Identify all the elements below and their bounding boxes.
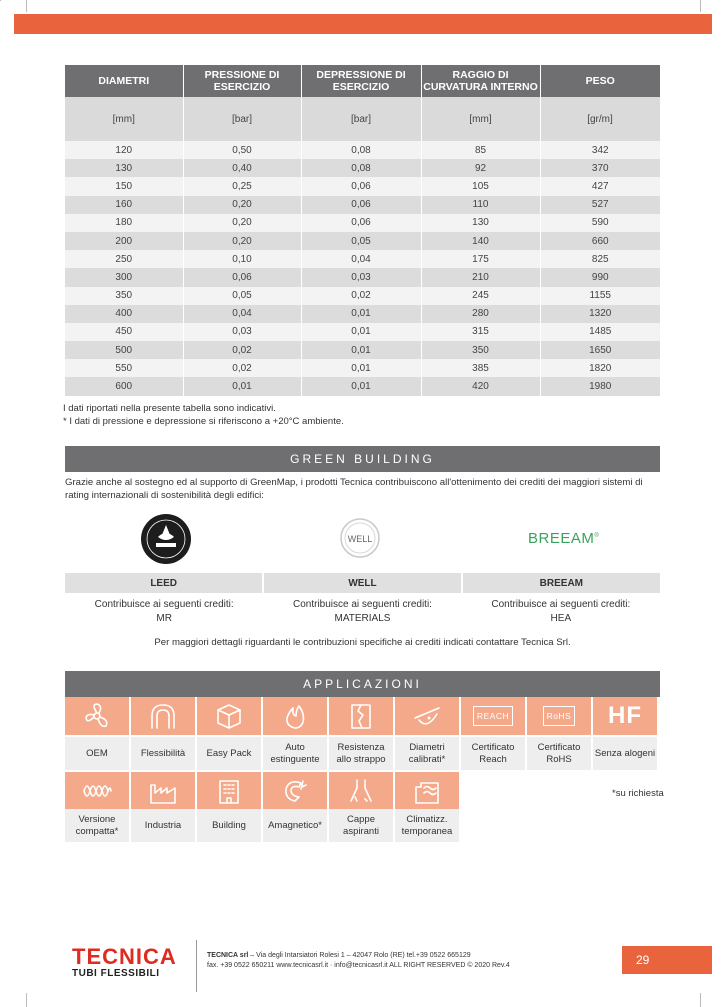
- table-cell: 0,02: [183, 341, 301, 359]
- table-cell: 350: [65, 287, 183, 305]
- footer-divider: [196, 940, 197, 992]
- table-cell: 0,01: [301, 377, 421, 395]
- unit-cell: [gr/m]: [540, 97, 660, 141]
- green-building-intro: Grazie anche al sostegno ed al supporto di GreenMap, i prodotti Tecnica contribuiscono all'ottenimento dei crediti dei maggiori sistemi di rating internazionali di sostenibilità degli edifici:: [65, 477, 643, 501]
- table-cell: 427: [540, 177, 660, 195]
- page-number: 29: [622, 946, 712, 974]
- table-cell: 550: [65, 359, 183, 377]
- magnet-icon: [263, 772, 327, 810]
- leed-logo: [140, 513, 192, 565]
- table-cell: 0,02: [301, 287, 421, 305]
- unit-cell: [bar]: [301, 97, 421, 141]
- table-cell: 590: [540, 214, 660, 232]
- cert-line: Contribuisce ai seguenti crediti:: [491, 599, 631, 610]
- table-cell: 120: [65, 141, 183, 159]
- application-label: OEM: [65, 737, 129, 770]
- table-cell: 600: [65, 377, 183, 395]
- application-label: Certificato Reach: [461, 737, 525, 770]
- table-cell: 0,04: [183, 305, 301, 323]
- table-row: [65, 177, 660, 195]
- table-row: [65, 323, 660, 341]
- breeam-logo: BREEAM®: [528, 530, 600, 547]
- table-cell: 0,10: [183, 250, 301, 268]
- table-cell: 0,01: [301, 341, 421, 359]
- table-note: I dati riportati nella presente tabella sono indicativi.: [63, 403, 276, 414]
- table-cell: 350: [421, 341, 540, 359]
- table-cell: 0,06: [301, 177, 421, 195]
- climate-icon: [395, 772, 459, 810]
- units-row: [65, 97, 660, 141]
- table-body: [65, 141, 660, 396]
- table-cell: 0,08: [301, 141, 421, 159]
- table-cell: 400: [65, 305, 183, 323]
- hf-icon: HF: [593, 697, 657, 735]
- table-cell: 1980: [540, 377, 660, 395]
- crop-mark: [26, 0, 27, 12]
- table-cell: 1820: [540, 359, 660, 377]
- cert-well-header: WELL: [263, 573, 461, 593]
- table-cell: 0,08: [301, 159, 421, 177]
- table-cell: 0,01: [301, 305, 421, 323]
- table-cell: 175: [421, 250, 540, 268]
- table-header-row: [65, 65, 660, 97]
- table-cell: 0,25: [183, 177, 301, 195]
- application-label: Amagnetico*: [263, 809, 327, 842]
- table-cell: 0,40: [183, 159, 301, 177]
- table-cell: 0,06: [301, 214, 421, 232]
- cert-table: [65, 573, 660, 626]
- application-label: Easy Pack: [197, 737, 261, 770]
- cert-line: Contribuisce ai seguenti crediti:: [293, 599, 432, 610]
- table-cell: 180: [65, 214, 183, 232]
- table-cell: 0,06: [183, 268, 301, 286]
- table-cell: 342: [540, 141, 660, 159]
- table-cell: 660: [540, 232, 660, 250]
- table-cell: 0,50: [183, 141, 301, 159]
- table-cell: 0,01: [301, 323, 421, 341]
- table-cell: 160: [65, 196, 183, 214]
- table-row: [65, 196, 660, 214]
- header-pressione: PRESSIONE DI ESERCIZIO: [183, 65, 301, 97]
- caliper-icon: [395, 697, 459, 735]
- application-label: Cappe aspiranti: [329, 809, 393, 842]
- green-building-band: GREEN BUILDING: [65, 446, 660, 472]
- coil-icon: [65, 772, 129, 810]
- flame-icon: [263, 697, 327, 735]
- table-row: [65, 341, 660, 359]
- application-label: Climatizz. temporanea: [395, 809, 459, 842]
- application-label: Certificato RoHS: [527, 737, 591, 770]
- table-cell: 1650: [540, 341, 660, 359]
- table-cell: 500: [65, 341, 183, 359]
- application-label: Industria: [131, 809, 195, 842]
- footer-address: TECNICA srl – Via degli Intarsiatori Rolesi 1 – 42047 Rolo (RE) tel.+39 0522 665129 fax. +39 0522 650211 www.tecnicasrl.it · info@tecnicasrl.it ALL RIGHT RESERVED © 2020 Rev.4: [207, 952, 510, 969]
- table-cell: 0,20: [183, 196, 301, 214]
- tear-icon: [329, 697, 393, 735]
- table-cell: 527: [540, 196, 660, 214]
- cert-credit: HEA: [550, 612, 572, 624]
- application-label: Resistenza allo strappo: [329, 737, 393, 770]
- factory-icon: [131, 772, 195, 810]
- table-row: [65, 159, 660, 177]
- table-cell: 110: [421, 196, 540, 214]
- table-cell: 130: [421, 214, 540, 232]
- hood-icon: [329, 772, 393, 810]
- table-cell: 200: [65, 232, 183, 250]
- table-cell: 990: [540, 268, 660, 286]
- table-cell: 150: [65, 177, 183, 195]
- table-cell: 0,04: [301, 250, 421, 268]
- header-raggio: RAGGIO DI CURVATURA INTERNO: [421, 65, 540, 97]
- unit-cell: [bar]: [183, 97, 301, 141]
- application-label: Flessibilità: [131, 737, 195, 770]
- header-depressione: DEPRESSIONE DI ESERCIZIO: [301, 65, 421, 97]
- cert-leed-header: LEED: [65, 573, 263, 593]
- table-row: [65, 214, 660, 232]
- unit-cell: [mm]: [421, 97, 540, 141]
- table-cell: 370: [540, 159, 660, 177]
- table-cell: 210: [421, 268, 540, 286]
- building-icon: [197, 772, 261, 810]
- application-label: Versione compatta*: [65, 809, 129, 842]
- table-cell: 1155: [540, 287, 660, 305]
- reach-icon: REACH: [461, 697, 525, 735]
- well-logo: [340, 515, 380, 561]
- cert-credit: MATERIALS: [334, 612, 391, 624]
- table-row: [65, 287, 660, 305]
- table-cell: 250: [65, 250, 183, 268]
- table-cell: 105: [421, 177, 540, 195]
- table-cell: 0,03: [301, 268, 421, 286]
- table-cell: 1485: [540, 323, 660, 341]
- application-label: Diametri calibrati*: [395, 737, 459, 770]
- table-row: [65, 268, 660, 286]
- application-label: Senza alogeni: [593, 737, 657, 770]
- crop-mark: [26, 993, 27, 1007]
- arch-icon: [131, 697, 195, 735]
- box-icon: [197, 697, 261, 735]
- fan-icon: [65, 697, 129, 735]
- rohs-icon: RoHS: [527, 697, 591, 735]
- table-cell: 450: [65, 323, 183, 341]
- table-row: [65, 232, 660, 250]
- table-cell: 0,06: [301, 196, 421, 214]
- application-label: Auto estinguente: [263, 737, 327, 770]
- crop-mark: [700, 993, 701, 1007]
- cert-credit: MR: [156, 612, 172, 624]
- table-cell: 420: [421, 377, 540, 395]
- crop-mark: [0, 0, 1, 1]
- table-cell: 280: [421, 305, 540, 323]
- top-accent-bar: [14, 14, 712, 34]
- table-cell: 140: [421, 232, 540, 250]
- table-cell: 315: [421, 323, 540, 341]
- table-cell: 0,05: [301, 232, 421, 250]
- header-diametri: DIAMETRI: [65, 65, 183, 97]
- table-cell: 0,20: [183, 232, 301, 250]
- table-note-asterisk: * I dati di pressione e depressione si riferiscono a +20°C ambiente.: [63, 416, 344, 427]
- cert-breeam-header: BREEAM: [462, 573, 660, 593]
- table-cell: 1320: [540, 305, 660, 323]
- table-cell: 245: [421, 287, 540, 305]
- table-cell: 0,02: [183, 359, 301, 377]
- table-row: [65, 141, 660, 159]
- table-cell: 825: [540, 250, 660, 268]
- table-cell: 385: [421, 359, 540, 377]
- unit-cell: [mm]: [65, 97, 183, 141]
- specs-table: [65, 65, 661, 396]
- table-cell: 92: [421, 159, 540, 177]
- application-label: Building: [197, 809, 261, 842]
- tecnica-logo: TECNICA TUBI FLESSIBILI: [72, 944, 177, 979]
- crop-mark: [700, 0, 701, 12]
- table-cell: 0,01: [301, 359, 421, 377]
- table-cell: 0,01: [183, 377, 301, 395]
- table-cell: 130: [65, 159, 183, 177]
- table-cell: 85: [421, 141, 540, 159]
- table-cell: 0,05: [183, 287, 301, 305]
- header-peso: PESO: [540, 65, 660, 97]
- svg-text:WELL: WELL: [347, 534, 373, 544]
- table-row: [65, 250, 660, 268]
- su-richiesta-note: *su richiesta: [612, 788, 664, 799]
- table-row: [65, 305, 660, 323]
- table-row: [65, 377, 660, 395]
- applicazioni-band: APPLICAZIONI: [65, 671, 660, 697]
- table-cell: 0,20: [183, 214, 301, 232]
- table-row: [65, 359, 660, 377]
- cert-footnote: Per maggiori dettagli riguardanti le contribuzioni specifiche ai crediti indicati contattare Tecnica Srl.: [154, 637, 571, 648]
- table-cell: 0,03: [183, 323, 301, 341]
- cert-line: Contribuisce ai seguenti crediti:: [94, 599, 234, 610]
- table-cell: 300: [65, 268, 183, 286]
